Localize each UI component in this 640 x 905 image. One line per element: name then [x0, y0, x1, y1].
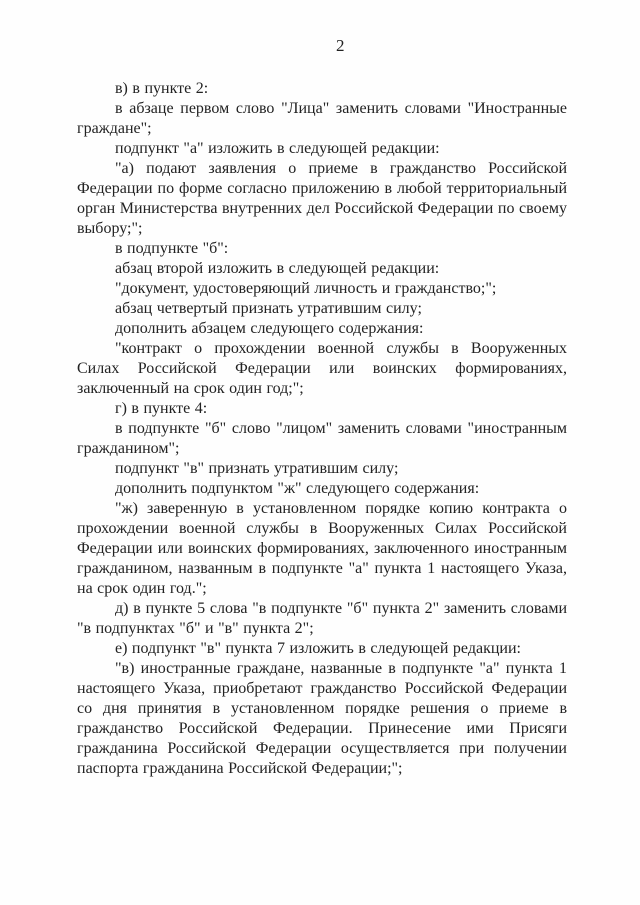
paragraph: е) подпункт "в" пункта 7 изложить в следующей редакции: — [115, 640, 521, 657]
paragraph: в абзаце первом слово "Лица" заменить словами "Иностранные граждане"; — [77, 100, 567, 137]
paragraph: д) в пункте 5 слова "в подпункте "б" пункта 2" заменить словами "в подпунктах "б" и "в" пункта 2"; — [77, 600, 567, 637]
paragraph: дополнить абзацем следующего содержания: — [115, 320, 424, 337]
paragraph: "в) иностранные граждане, названные в подпункте "а" пункта 1 настоящего Указа, приобретают гражданство Российской Федерации со дня принятия в установленном порядке решения о приеме в гражданство Российской Федерации. Принесение ими Присяги гражданина Российской Федерации осуществляется при получении паспорта гражданина Российской Федерации;"; — [77, 660, 567, 777]
paragraph: подпункт "а" изложить в следующей редакции: — [115, 140, 440, 157]
document-body — [77, 79, 567, 779]
paragraph: в подпункте "б": — [115, 240, 229, 257]
paragraph: в) в пункте 2: — [115, 80, 209, 97]
paragraph: в подпункте "б" слово "лицом" заменить словами "иностранным гражданином"; — [77, 420, 567, 457]
paragraph: "контракт о прохождении военной службы в Вооруженных Силах Российской Федерации или воинских формированиях, заключенный на срок один год;"; — [77, 340, 567, 397]
paragraph: "документ, удостоверяющий личность и гражданство;"; — [115, 280, 497, 297]
paragraph: дополнить подпунктом "ж" следующего содержания: — [115, 480, 480, 497]
paragraph: подпункт "в" признать утратившим силу; — [115, 460, 399, 477]
page-number: 2 — [336, 36, 345, 55]
paragraph: "ж) заверенную в установленном порядке копию контракта о прохождении военной службы в Вооруженных Силах Российской Федерации или воинских формированиях, заключенного иностранным гражданином, названным в подпункте "а" пункта 1 настоящего Указа, на срок один год."; — [77, 500, 567, 597]
paragraph: г) в пункте 4: — [115, 400, 208, 417]
paragraph: абзац четвертый признать утратившим силу; — [115, 300, 422, 317]
paragraph: абзац второй изложить в следующей редакции: — [115, 260, 440, 277]
paragraph: "а) подают заявления о приеме в гражданство Российской Федерации по форме согласно приложению в любой территориальный орган Министерства внутренних дел Российской Федерации по своему выбору;"; — [77, 160, 567, 237]
